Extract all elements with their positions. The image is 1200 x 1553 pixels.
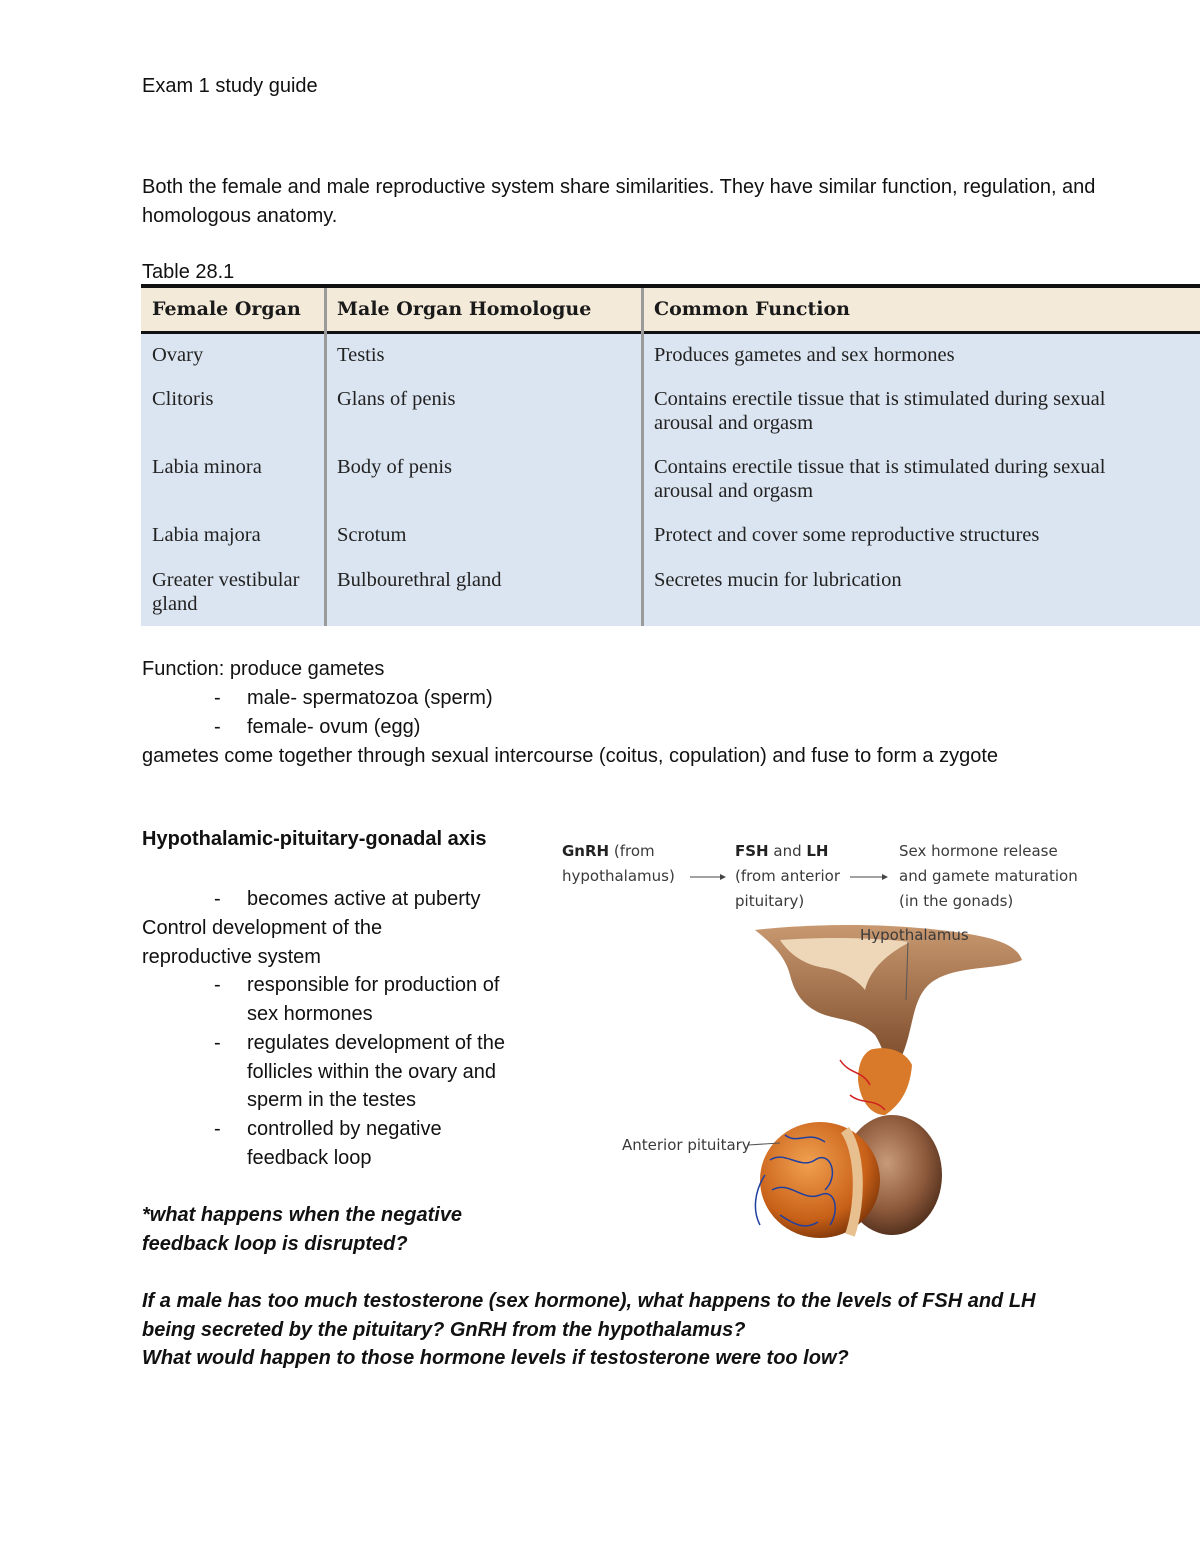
bullet-dash: -: [214, 687, 221, 709]
and-text: and: [768, 842, 807, 860]
pituitary-stalk: [858, 1048, 912, 1115]
fsh-lh-rest: (from anterior pituitary): [735, 867, 841, 910]
function-heading: Function: produce gametes: [142, 658, 385, 680]
cell-common-function: Produces gametes and sex hormones: [654, 344, 955, 366]
cell-male-organ: Testis: [337, 344, 385, 366]
gametes-paragraph: gametes come together through sexual intercourse (coitus, copulation) and fuse to form a zygote: [142, 745, 999, 767]
column-divider: [324, 288, 327, 626]
cell-male-organ: Scrotum: [337, 524, 407, 546]
list-item-text: male- spermatozoa (sperm): [247, 687, 493, 709]
cell-male-organ: Glans of penis: [337, 388, 456, 410]
cell-male-organ: Bulbourethral gland: [337, 569, 502, 591]
list-item: [214, 1029, 534, 1115]
hpg-axis-figure: [540, 830, 1102, 1250]
header-common-function: Common Function: [654, 298, 850, 320]
gnrh-rest: (from hypothalamus): [562, 842, 675, 885]
header-female-organ: Female Organ: [152, 298, 301, 320]
low-testosterone-question: What would happen to those hormone levels if testosterone were too low?: [142, 1347, 849, 1369]
cell-common-function: Contains erectile tissue that is stimulated during sexual arousal and orgasm: [654, 456, 1106, 502]
intro-paragraph: Both the female and male reproductive system share similarities. They have similar function, regulation, and homologous anatomy.: [142, 176, 1096, 227]
feedback-question: *what happens when the negative feedback loop is disrupted?: [142, 1204, 463, 1255]
cell-female-organ: Greater vestibular gland: [152, 569, 300, 615]
list-item: [214, 684, 714, 712]
anterior-pituitary-label: Anterior pituitary: [622, 1136, 751, 1154]
bullet-dash: -: [214, 888, 221, 910]
table-caption: Table 28.1: [142, 261, 235, 283]
list-item-text: responsible for production of sex hormones: [247, 974, 500, 1025]
cell-common-function: Secretes mucin for lubrication: [654, 569, 902, 591]
gnrh-bold: GnRH: [562, 842, 610, 860]
document-title: Exam 1 study guide: [142, 75, 318, 97]
hypothalamus-label: Hypothalamus: [860, 926, 969, 944]
testosterone-question: If a male has too much testosterone (sex hormone), what happens to the levels of FSH and LH being secreted by the pituitary? GnRH from the hypothalamus?: [142, 1290, 1036, 1341]
list-item: [214, 1115, 534, 1172]
arrow-icon: [850, 874, 888, 880]
list-item-text: regulates development of the follicles within the ovary and sperm in the testes: [247, 1032, 505, 1111]
homologue-table: [141, 284, 1200, 626]
cell-female-organ: Ovary: [152, 344, 204, 366]
column-divider: [641, 288, 644, 626]
cell-male-organ: Body of penis: [337, 456, 453, 478]
bullet-dash: -: [214, 1032, 221, 1054]
list-item: [214, 885, 534, 913]
pituitary-illustration: [540, 830, 1102, 1250]
table-body: [141, 334, 1200, 626]
cell-common-function: Contains erectile tissue that is stimulated during sexual arousal and orgasm: [654, 388, 1106, 434]
control-paragraph: Control development of the reproductive system: [142, 917, 383, 968]
list-item-text: becomes active at puberty: [247, 888, 481, 910]
list-item-text: controlled by negative feedback loop: [247, 1118, 442, 1169]
cell-common-function: Protect and cover some reproductive structures: [654, 524, 1040, 546]
section-heading: Hypothalamic-pituitary-gonadal axis: [142, 828, 487, 850]
cell-female-organ: Labia minora: [152, 456, 262, 478]
header-male-organ: Male Organ Homologue: [337, 298, 592, 320]
lh-bold: LH: [806, 842, 829, 860]
list-item-text: female- ovum (egg): [247, 716, 421, 738]
cell-female-organ: Clitoris: [152, 388, 214, 410]
bullet-dash: -: [214, 1118, 221, 1140]
list-item: [214, 971, 534, 1028]
list-item: [214, 713, 714, 741]
bullet-dash: -: [214, 716, 221, 738]
fsh-bold: FSH: [735, 842, 769, 860]
table-header-row: [141, 288, 1200, 334]
cell-female-organ: Labia majora: [152, 524, 261, 546]
arrow-icon: [690, 874, 726, 880]
bullet-dash: -: [214, 974, 221, 996]
sex-hormone-label: Sex hormone release and gamete maturation (in the gonads): [899, 842, 1078, 910]
